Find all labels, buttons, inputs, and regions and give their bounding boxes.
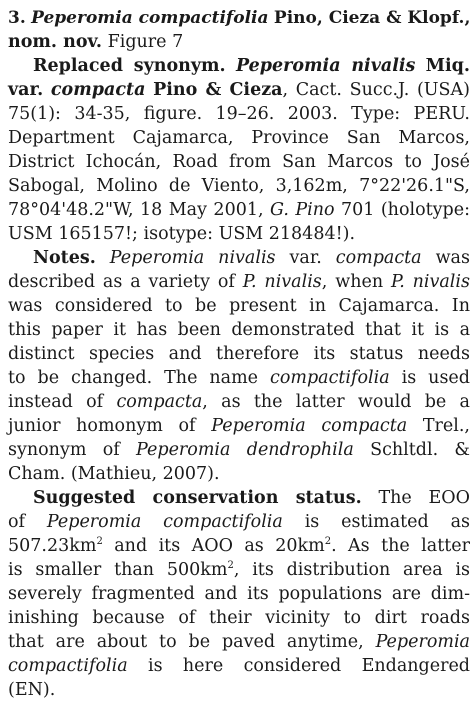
conservation-line bbox=[8, 654, 470, 678]
synonym-label: Replaced synonym. bbox=[33, 56, 226, 76]
notes-line bbox=[8, 342, 470, 366]
notes-line bbox=[8, 366, 470, 390]
conservation-text: The EOO bbox=[378, 488, 470, 508]
notes-text: Trel., bbox=[422, 416, 470, 436]
conservation-italic: Peperomia compactifolia bbox=[46, 512, 283, 532]
notes-line bbox=[8, 246, 470, 270]
notes-text: this paper it has been demonstrated that it is a bbox=[8, 320, 470, 340]
taxon-heading-line-2 bbox=[8, 30, 470, 54]
conservation-line bbox=[8, 606, 470, 630]
notes-text: described as a variety of bbox=[8, 272, 235, 292]
synonym-line bbox=[8, 54, 470, 78]
conservation-text: is smaller than $500km^2$, its distribution area is bbox=[8, 560, 470, 580]
conservation-text: $507.23km^2$ bbox=[8, 536, 103, 556]
synonym-variety-authors: Pino & Cieza bbox=[153, 80, 283, 100]
conservation-italic: compactifolia bbox=[8, 656, 128, 676]
notes-italic: compactifolia bbox=[270, 368, 390, 388]
notes-text: junior homonym of bbox=[8, 416, 196, 436]
conservation-line bbox=[8, 486, 470, 510]
synonym-text: Department Cajamarca, Province San Marcos, bbox=[8, 128, 470, 148]
notes-text: Cham. (Mathieu, 2007). bbox=[8, 464, 220, 484]
taxon-entry bbox=[8, 6, 470, 702]
notes-label: Notes. bbox=[33, 248, 96, 268]
taxon-name: Peperomia compactifolia bbox=[31, 8, 269, 28]
synonym-text: 701 (holotype: bbox=[341, 200, 470, 220]
notes-line bbox=[8, 414, 470, 438]
notes-line bbox=[8, 318, 470, 342]
taxon-number: 3. bbox=[8, 8, 26, 28]
notes-italic: compacta bbox=[116, 392, 203, 412]
notes-line bbox=[8, 438, 470, 462]
notes-text: was considered to be present in Cajamarca. In bbox=[8, 296, 470, 316]
synonym-text: 78°04'48.2"W, 18 May 2001, bbox=[8, 200, 264, 220]
conservation-italic: Peperomia bbox=[375, 632, 470, 652]
notes-text: is used bbox=[401, 368, 470, 388]
conservation-text: inishing because of their vicinity to dirt roads bbox=[8, 608, 470, 628]
conservation-line bbox=[8, 582, 470, 606]
figure-reference: Figure 7 bbox=[107, 32, 184, 52]
conservation-text: severely fragmented and its populations are dim- bbox=[8, 584, 470, 604]
synonym-citation: , Cact. Succ.J. (USA) bbox=[282, 80, 470, 100]
notes-text: synonym of bbox=[8, 440, 120, 460]
taxon-heading-line-1 bbox=[8, 6, 470, 30]
conservation-text: and its AOO as $20km^2$. As the latter bbox=[114, 536, 470, 556]
notes-text: , as the latter would be a bbox=[202, 392, 470, 412]
synonym-text: USM 165157!; isotype: USM 218484!). bbox=[8, 224, 356, 244]
notes-italic: P. nivalis bbox=[390, 272, 470, 292]
conservation-text: (EN). bbox=[8, 680, 56, 700]
taxon-authors: Pino, Cieza & Klopf., bbox=[273, 8, 471, 28]
notes-line bbox=[8, 270, 470, 294]
conservation-line bbox=[8, 558, 470, 582]
synonym-species: Peperomia nivalis bbox=[235, 56, 416, 76]
synonym-text: District Ichocán, Road from San Marcos to José bbox=[8, 152, 470, 172]
synonym-line bbox=[8, 78, 470, 102]
notes-text: , when bbox=[321, 272, 384, 292]
notes-italic: Peperomia compacta bbox=[211, 416, 408, 436]
notes-text: var. bbox=[289, 248, 322, 268]
synonym-line bbox=[8, 222, 470, 246]
synonym-text: 75(1): 34-35, figure. 19–26. 2003. Type: PERU. bbox=[8, 104, 470, 124]
notes-italic: P. nivalis bbox=[242, 272, 322, 292]
notes-italic: Peperomia nivalis bbox=[109, 248, 276, 268]
synonym-line bbox=[8, 126, 470, 150]
conservation-label: Suggested conservation status. bbox=[33, 488, 362, 508]
taxon-status: nom. nov. bbox=[8, 32, 102, 52]
synonym-line bbox=[8, 150, 470, 174]
collector-name: G. Pino bbox=[270, 200, 335, 220]
conservation-line bbox=[8, 678, 470, 702]
notes-text: Schltdl. & bbox=[370, 440, 470, 460]
notes-italic: compacta bbox=[335, 248, 422, 268]
notes-text: was bbox=[435, 248, 470, 268]
notes-text: to be changed. The name bbox=[8, 368, 259, 388]
synonym-line bbox=[8, 198, 470, 222]
synonym-text: Sabogal, Molino de Viento, 3,162m, 7°22'26.1"S, bbox=[8, 176, 470, 196]
synonym-variety: compacta bbox=[50, 80, 146, 100]
conservation-text: of bbox=[8, 512, 26, 532]
notes-text: distinct species and therefore its status needs bbox=[8, 344, 470, 364]
conservation-text: that are about to be paved anytime, bbox=[8, 632, 364, 652]
synonym-line bbox=[8, 102, 470, 126]
conservation-text: is here considered Endangered bbox=[147, 656, 470, 676]
notes-text: instead of bbox=[8, 392, 104, 412]
notes-line bbox=[8, 390, 470, 414]
notes-line bbox=[8, 294, 470, 318]
synonym-author: Miq. bbox=[425, 56, 470, 76]
conservation-line bbox=[8, 510, 470, 534]
notes-line bbox=[8, 462, 470, 486]
conservation-line bbox=[8, 630, 470, 654]
conservation-text: is estimated as bbox=[304, 512, 470, 532]
notes-italic: Peperomia dendrophila bbox=[136, 440, 354, 460]
conservation-line bbox=[8, 534, 470, 558]
synonym-line bbox=[8, 174, 470, 198]
synonym-rank: var. bbox=[8, 80, 44, 100]
